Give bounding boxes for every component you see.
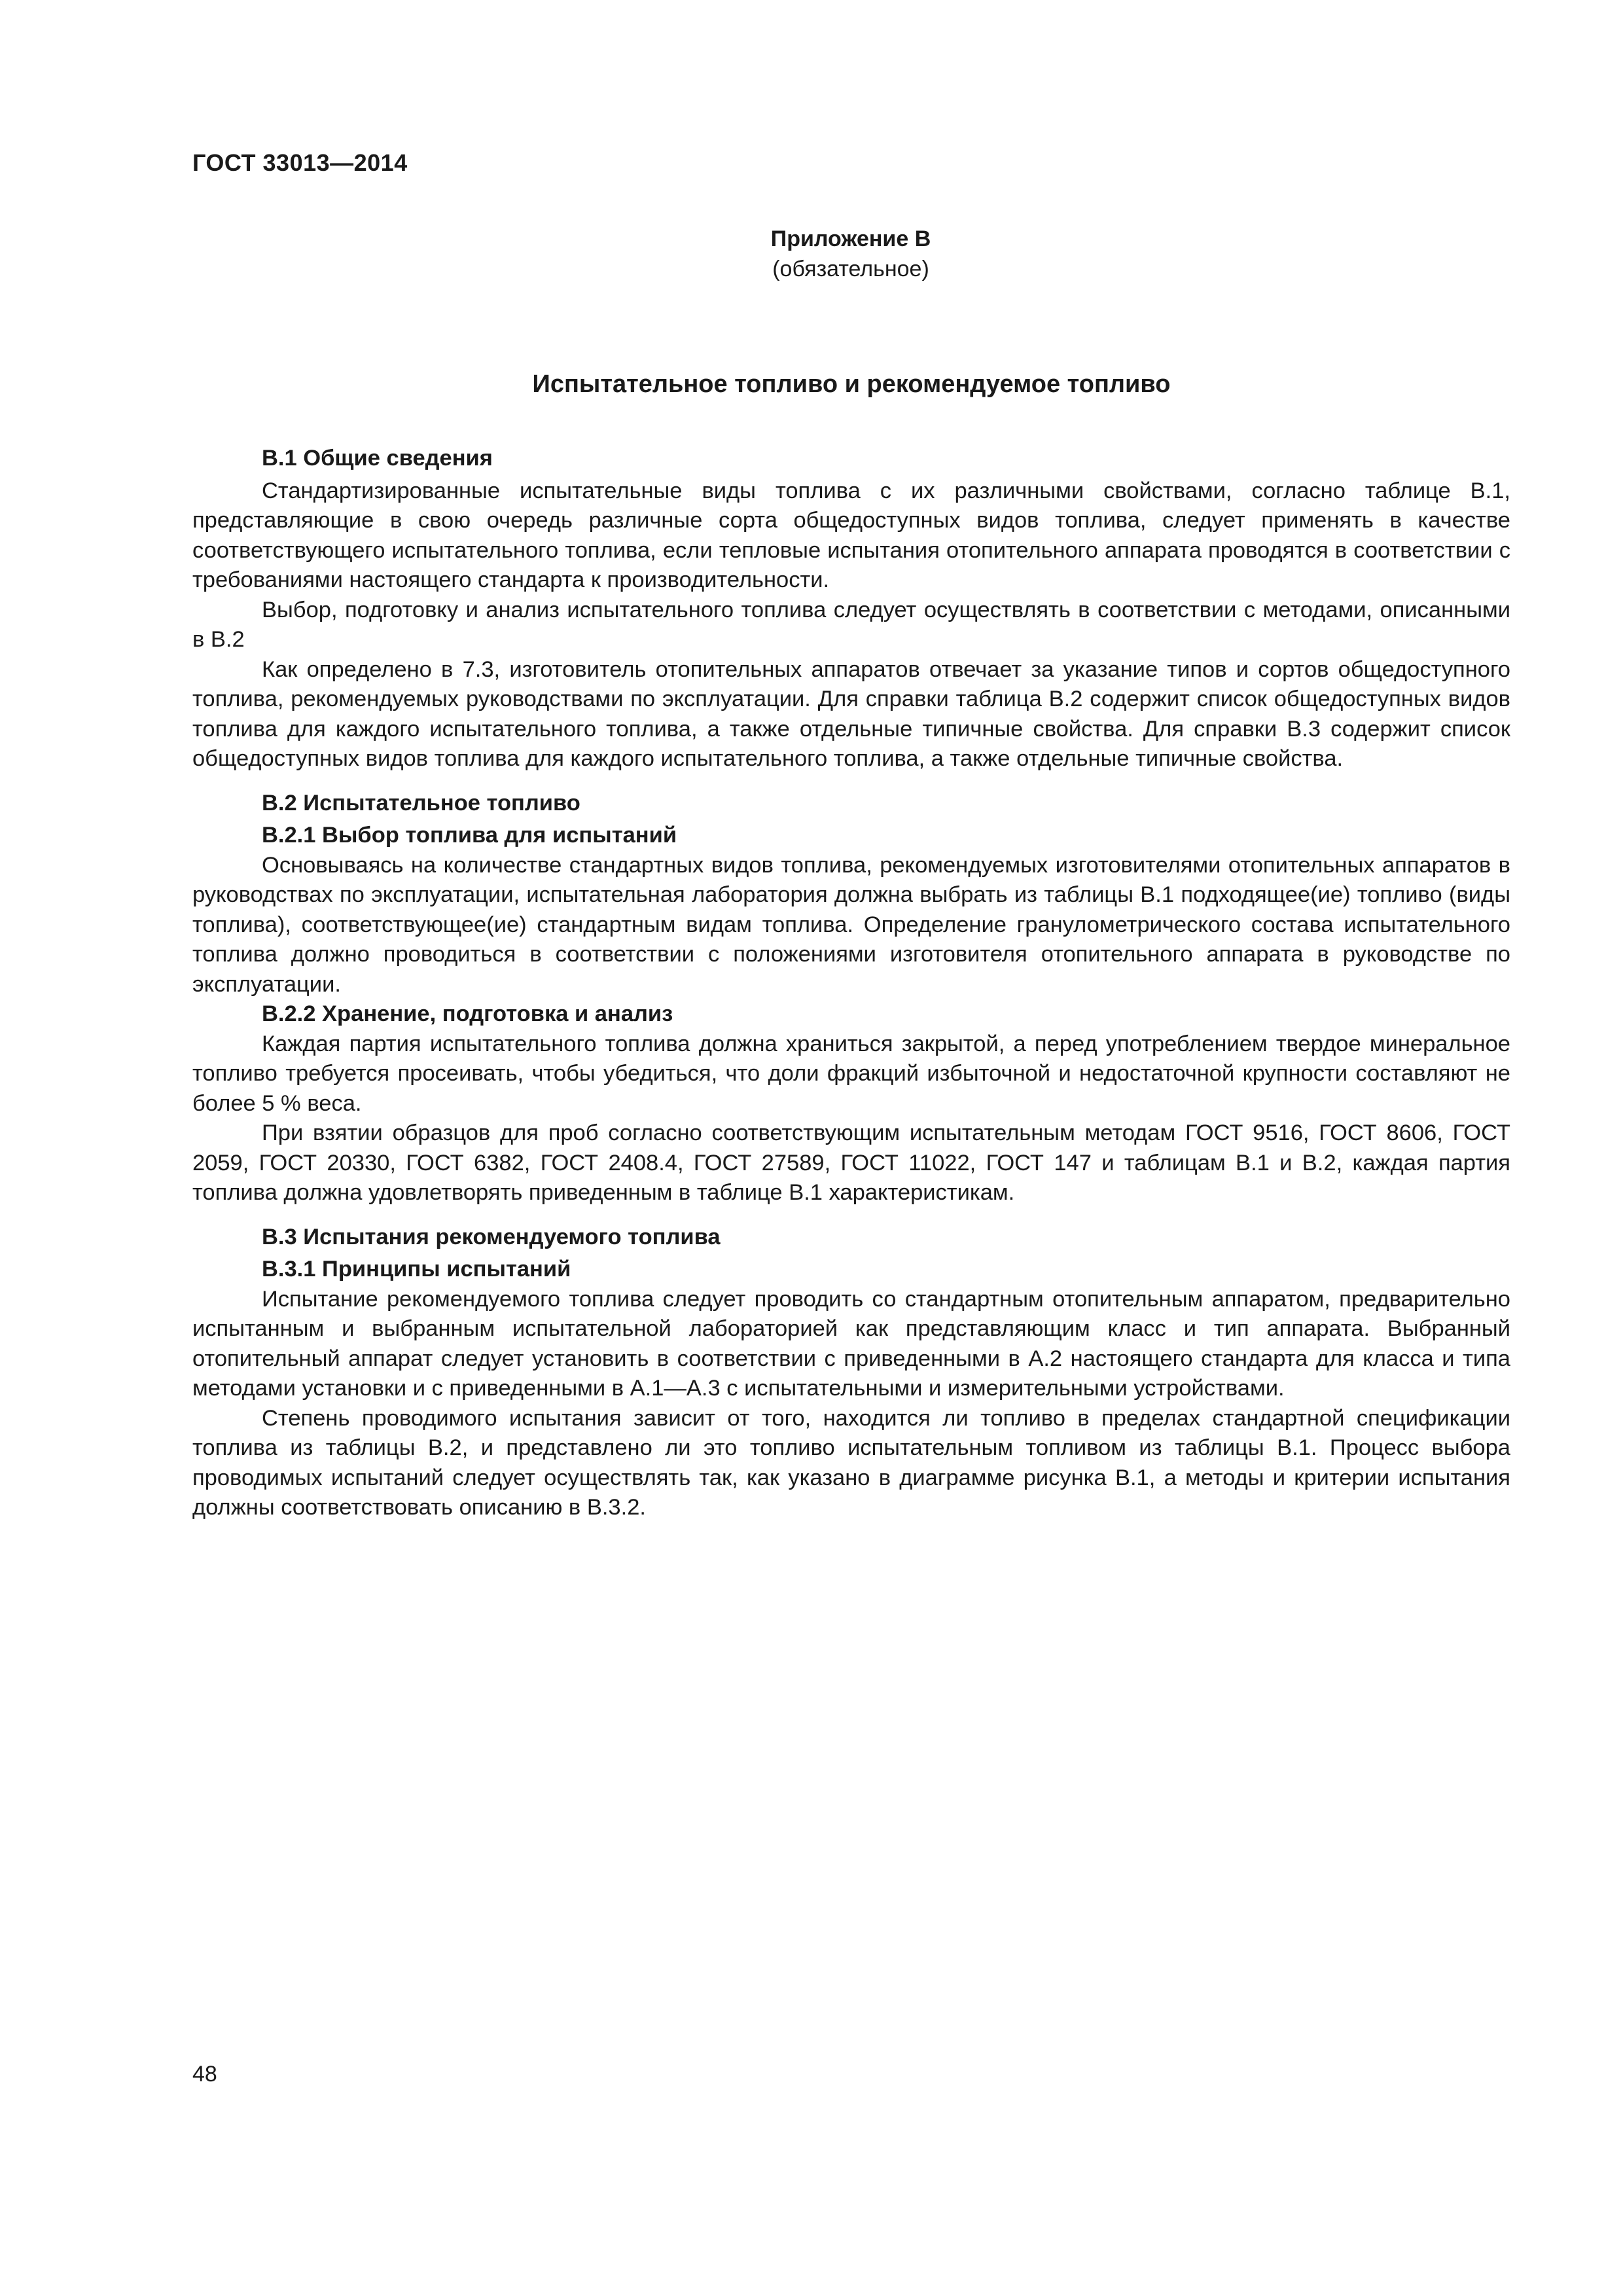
appendix-status: (обязательное)	[772, 257, 929, 281]
section-heading-b2: В.2 Испытательное топливо	[262, 790, 580, 816]
standard-designation: ГОСТ 33013—2014	[192, 149, 408, 176]
paragraph: Степень проводимого испытания зависит от того, находится ли топливо в пределах стандартной спецификации топлива из таблицы В.2, и представлено ли это топливо испытательным топливом из таблицы В.1. Процесс выбора проводимых испытаний следует осуществлять так, как указано в диаграмме рисунка В.1, а методы и критерии испытания должны соответствовать описанию в В.3.2.	[192, 1405, 1510, 1520]
subsection-heading-b21: В.2.1 Выбор топлива для испытаний	[262, 823, 677, 848]
paragraph: При взятии образцов для проб согласно соответствующим испытательным методам ГОСТ 9516, ГОСТ 8606, ГОСТ 2059, ГОСТ 20330, ГОСТ 6382, ГОСТ 2408.4, ГОСТ 27589, ГОСТ 11022, ГОСТ 147 и таблицам В.1 и В.2, каждая партия топлива должна удовлетворять приведенным в таблице В.1 характеристикам.	[192, 1121, 1510, 1205]
appendix-heading	[654, 224, 1047, 284]
paragraph: Стандартизированные испытательные виды топлива с их различными свойствами, согласно таблице В.1, представляющие в свою очередь различные сорта общедоступных видов топлива, следует применять в качестве соответствующего испытательного топлива, если тепловые испытания отопительного аппарата проводятся в соответствии с требованиями настоящего стандарта к производительности.	[192, 478, 1510, 592]
section-heading-b1: В.1 Общие сведения	[262, 446, 493, 471]
paragraph: Как определено в 7.3, изготовитель отопительных аппаратов отвечает за указание типов и сортов общедоступного топлива, рекомендуемых руководствами по эксплуатации. Для справки таблица В.2 содержит список общедоступных видов топлива для каждого испытательного топлива, а также отдельные типичные свойства. Для справки В.3 содержит список общедоступных видов топлива для каждого испытательного топлива, а также отдельные типичные свойства.	[192, 656, 1510, 771]
paragraph: Испытание рекомендуемого топлива следует проводить со стандартным отопительным аппаратом, предварительно испытанным и выбранным испытательной лабораторией как представляющим класс и тип аппарата. Выбранный отопительный аппарат следует установить в соответствии с приведенными в А.2 настоящего стандарта для класса и типа методами установки и с приведенными в А.1—А.3 с испытательными и измерительными устройствами.	[192, 1286, 1510, 1401]
appendix-label: Приложение В	[770, 226, 931, 251]
section-heading-b3: В.3 Испытания рекомендуемого топлива	[262, 1224, 721, 1249]
subsection-heading-b31: В.3.1 Принципы испытаний	[262, 1257, 571, 1282]
paragraph: Каждая партия испытательного топлива должна храниться закрытой, а перед употреблением твердое минеральное топливо требуется просеивать, чтобы убедиться, что доли фракций избыточной и недостаточной крупности составляют не более 5 % веса.	[192, 1031, 1510, 1116]
paragraph: Выбор, подготовку и анализ испытательного топлива следует осуществлять в соответствии с методами, описанными в В.2	[192, 597, 1510, 652]
paragraph: Основываясь на количестве стандартных видов топлива, рекомендуемых изготовителями отопительных аппаратов в руководствах по эксплуатации, испытательная лаборатория должна выбрать из таблицы В.1 подходящее(ие) топливо (виды топлива), соответствующее(ие) стандартным видам топлива. Определение гранулометрического состава испытательного топлива должно проводиться в соответствии с положениями изготовителя отопительного аппарата в руководстве по эксплуатации.	[192, 852, 1510, 997]
appendix-title: Испытательное топливо и рекомендуемое топливо	[532, 370, 1171, 398]
page-number: 48	[192, 2062, 217, 2087]
document-body	[192, 444, 1510, 1523]
subsection-heading-b22: В.2.2 Хранение, подготовка и анализ	[262, 1001, 673, 1026]
